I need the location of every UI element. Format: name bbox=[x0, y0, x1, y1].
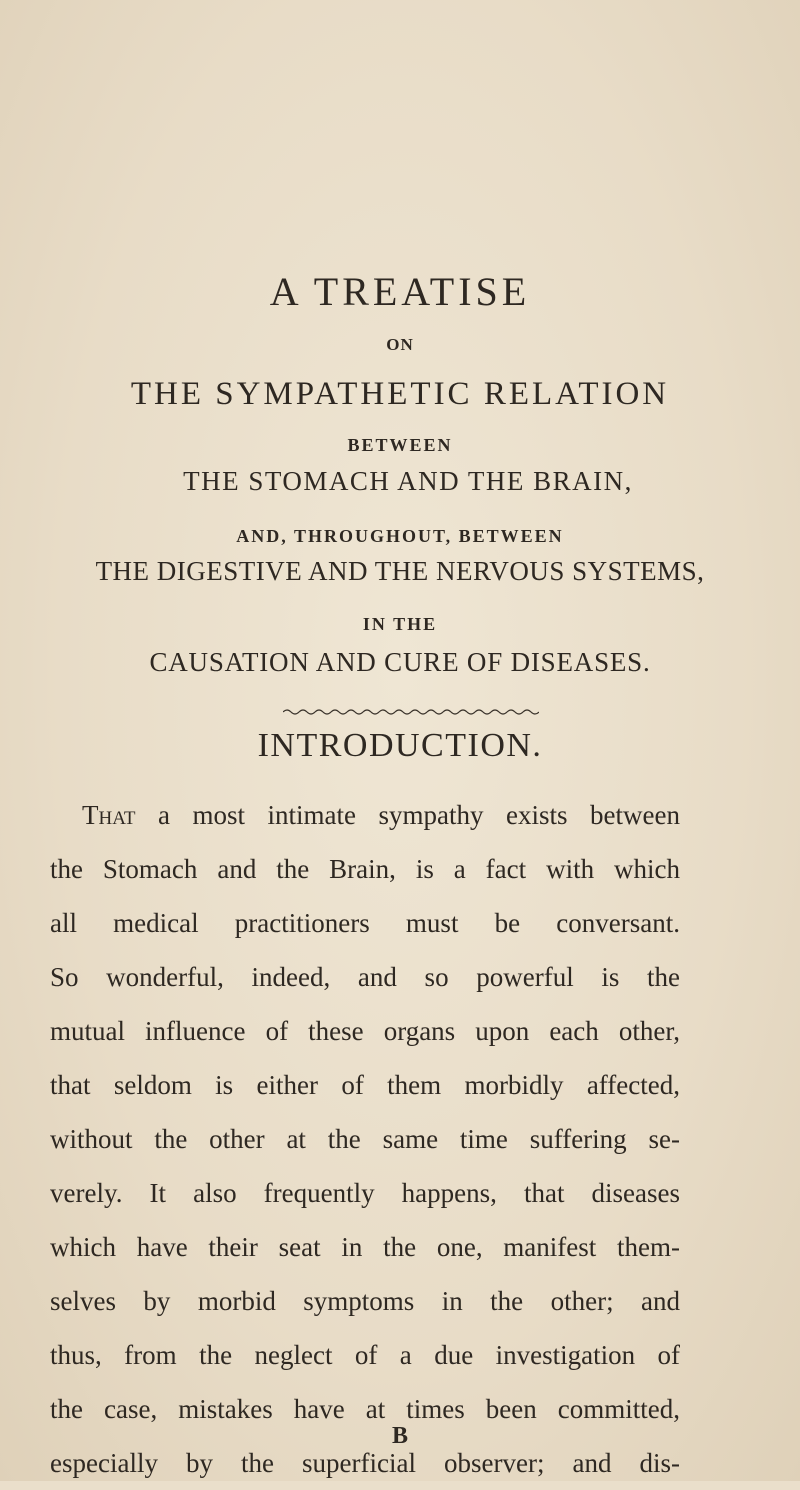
title-throughout: AND, THROUGHOUT, BETWEEN bbox=[236, 526, 564, 546]
title-on: ON bbox=[386, 335, 414, 354]
paragraph-line: all medical practitioners must be conversant. bbox=[50, 908, 680, 938]
introduction-paragraph bbox=[50, 788, 680, 1490]
paragraph-line: verely. It also frequently happens, that diseases bbox=[50, 1178, 680, 1208]
paragraph-line: So wonderful, indeed, and so powerful is the bbox=[50, 962, 680, 992]
introduction-heading: INTRODUCTION. bbox=[257, 727, 543, 764]
treatise-title: A TREATISE bbox=[269, 269, 531, 314]
title-causation-cure: CAUSATION AND CURE OF DISEASES. bbox=[149, 647, 651, 677]
title-stomach-brain: THE STOMACH AND THE BRAIN, bbox=[183, 466, 633, 496]
opening-word: That bbox=[82, 800, 136, 830]
paragraph-line: which have their seat in the one, manifest them- bbox=[50, 1232, 680, 1262]
title-sympathetic-relation: THE SYMPATHETIC RELATION bbox=[130, 376, 670, 412]
paragraph-line: the case, mistakes have at times been committed, bbox=[50, 1394, 680, 1424]
paragraph-line: especially by the superficial observer; and dis- bbox=[50, 1448, 680, 1478]
paragraph-line: mutual influence of these organs upon each other, bbox=[50, 1016, 680, 1046]
signature-mark: B bbox=[391, 1423, 408, 1449]
title-between: BETWEEN bbox=[347, 435, 453, 455]
paragraph-line: that seldom is either of them morbidly affected, bbox=[50, 1070, 680, 1100]
paragraph-line: selves by morbid symptoms in the other; and bbox=[50, 1286, 680, 1316]
paragraph-line: the Stomach and the Brain, is a fact with which bbox=[50, 854, 680, 884]
title-in-the: IN THE bbox=[362, 614, 438, 634]
paragraph-line: That a most intimate sympathy exists between bbox=[82, 800, 680, 830]
paragraph-line: without the other at the same time suffering se- bbox=[50, 1124, 680, 1154]
wavy-rule-divider bbox=[283, 708, 539, 716]
title-digestive-nervous: THE DIGESTIVE AND THE NERVOUS SYSTEMS, bbox=[95, 556, 705, 586]
paragraph-line: thus, from the neglect of a due investigation of bbox=[50, 1340, 680, 1370]
